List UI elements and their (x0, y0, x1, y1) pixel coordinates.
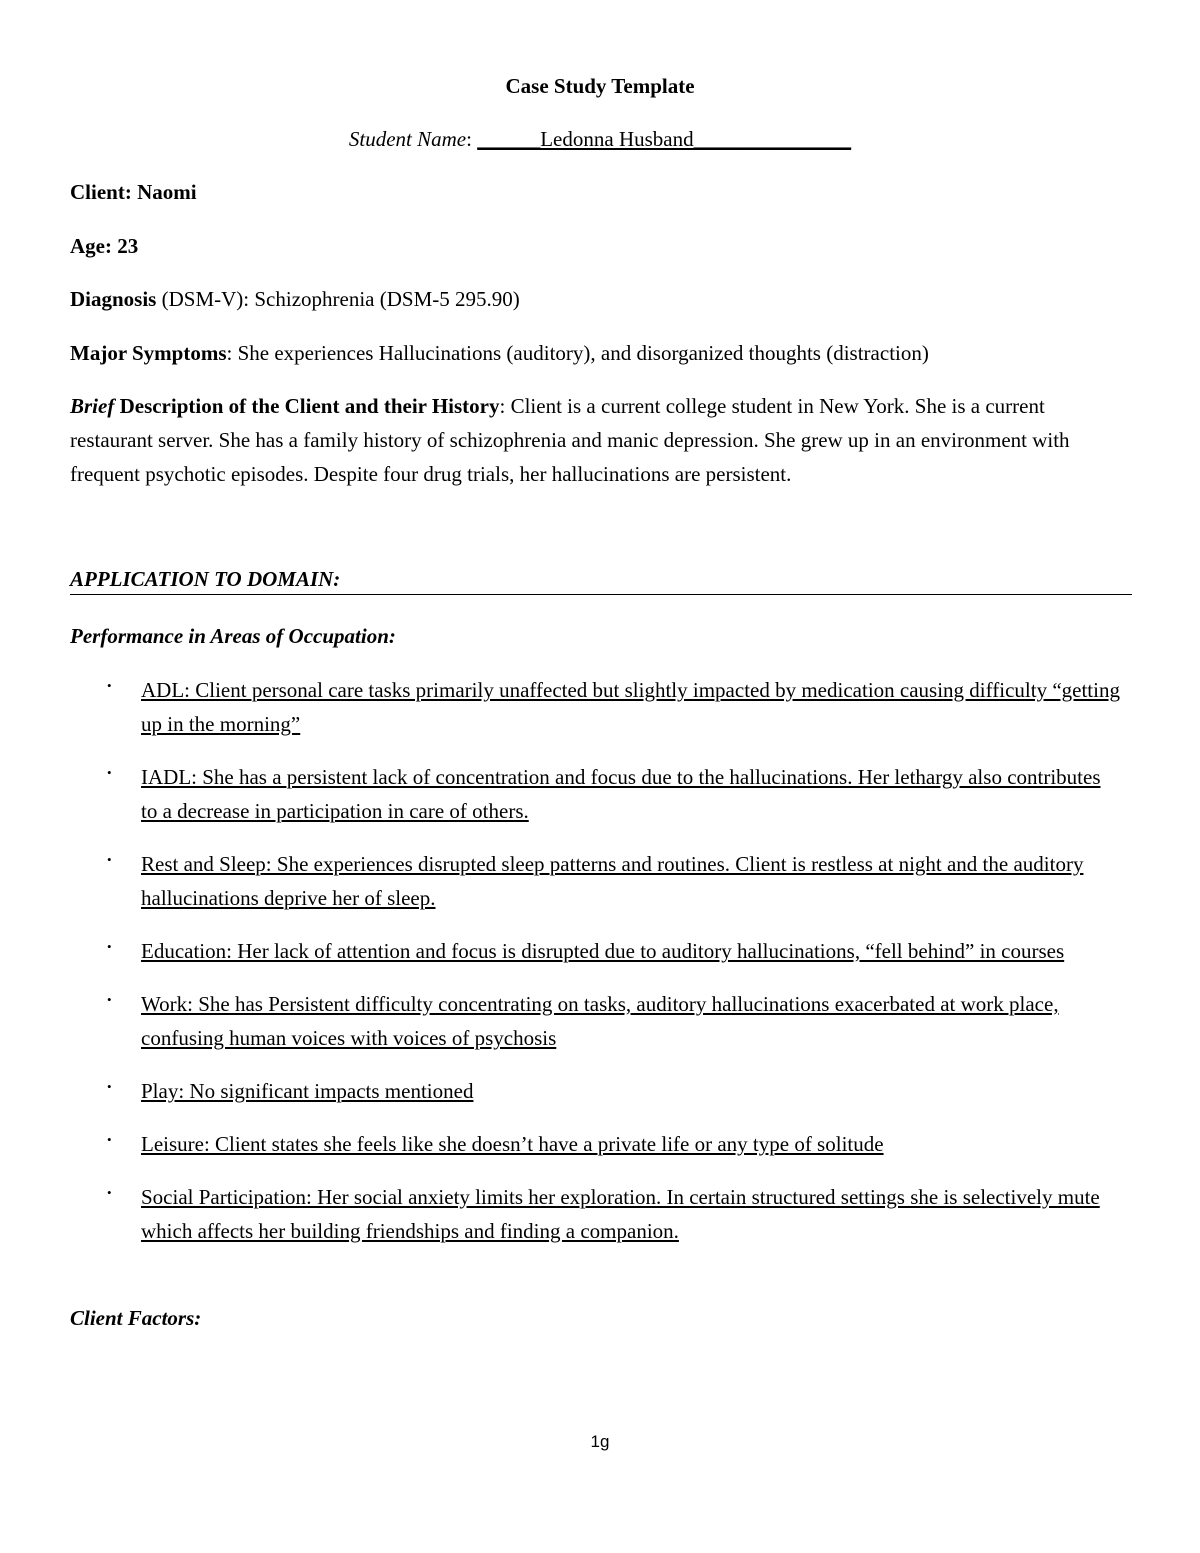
bullet-icon: • (107, 765, 112, 780)
student-name-colon: : (466, 127, 478, 151)
bullet-icon: • (107, 1079, 112, 1094)
list-item-text: Work: She has Persistent difficulty concentrating on tasks, auditory hallucinations exacerbated at work place, confusing human voices with voices of psychosis (141, 992, 1059, 1050)
student-name-value: ______Ledonna Husband_______________ (477, 127, 852, 151)
list-item (0, 847, 1121, 915)
student-name-label: Student Name (348, 127, 467, 151)
symptoms-label: Major Symptoms (70, 341, 227, 365)
application-heading: APPLICATION TO DOMAIN: (70, 565, 1132, 595)
bullet-icon: • (107, 992, 112, 1007)
list-item (0, 987, 1121, 1055)
description-field (70, 389, 1130, 491)
performance-heading: Performance in Areas of Occupation: (70, 624, 396, 648)
client-field: Client: Naomi (70, 180, 197, 204)
list-item (0, 1180, 1121, 1248)
page-footer: 1g (590, 1432, 610, 1451)
occupation-list (0, 673, 1200, 1267)
client-factors-heading: Client Factors: (70, 1306, 202, 1330)
list-item-text: ADL: Client personal care tasks primarily unaffected but slightly impacted by medication causing difficulty “getting up in the morning” (141, 678, 1120, 736)
symptoms-text: : She experiences Hallucinations (auditory), and disorganized thoughts (distraction) (226, 341, 929, 365)
diagnosis-label: Diagnosis (70, 287, 157, 311)
list-item-text: IADL: She has a persistent lack of concentration and focus due to the hallucinations. Her lethargy also contributes to a decrease in participation in care of others. (141, 765, 1101, 823)
list-item-text: Play: No significant impacts mentioned (141, 1079, 474, 1103)
list-item-text: Education: Her lack of attention and focus is disrupted due to auditory hallucinations, “fell behind” in courses (141, 939, 1065, 963)
list-item (0, 673, 1121, 741)
description-label: Description of the Client and their History (119, 394, 500, 418)
bullet-icon: • (107, 939, 112, 954)
list-item (0, 934, 1121, 968)
list-item (0, 760, 1121, 828)
list-item (0, 1127, 1121, 1161)
bullet-icon: • (107, 678, 112, 693)
list-item-text: Social Participation: Her social anxiety limits her exploration. In certain structured settings she is selectively mute which affects her building friendships and finding a companion. (141, 1185, 1100, 1243)
bullet-icon: • (107, 852, 112, 867)
description-label-italic: Brief (70, 394, 120, 418)
student-name-line (0, 127, 1200, 152)
description-text: : Client is a current college student in New York. She is a current restaurant server. She has a family history of schizophrenia and manic depression. She grew up in an environment with frequent psychotic episodes. Despite four drug trials, her hallucinations are persistent. (70, 394, 1070, 486)
diagnosis-text: (DSM-V): Schizophrenia (DSM-5 295.90) (156, 287, 520, 311)
bullet-icon: • (107, 1185, 112, 1200)
list-item (0, 1074, 1121, 1108)
bullet-icon: • (107, 1132, 112, 1147)
diagnosis-field (70, 282, 1130, 316)
list-item-text: Rest and Sleep: She experiences disrupted sleep patterns and routines. Client is restless at night and the auditory hallucinations deprive her of sleep. (141, 852, 1084, 910)
age-field: Age: 23 (70, 234, 139, 258)
page-title: Case Study Template (505, 74, 695, 98)
list-item-text: Leisure: Client states she feels like she doesn’t have a private life or any type of solitude (141, 1132, 884, 1156)
symptoms-field (70, 336, 1130, 370)
